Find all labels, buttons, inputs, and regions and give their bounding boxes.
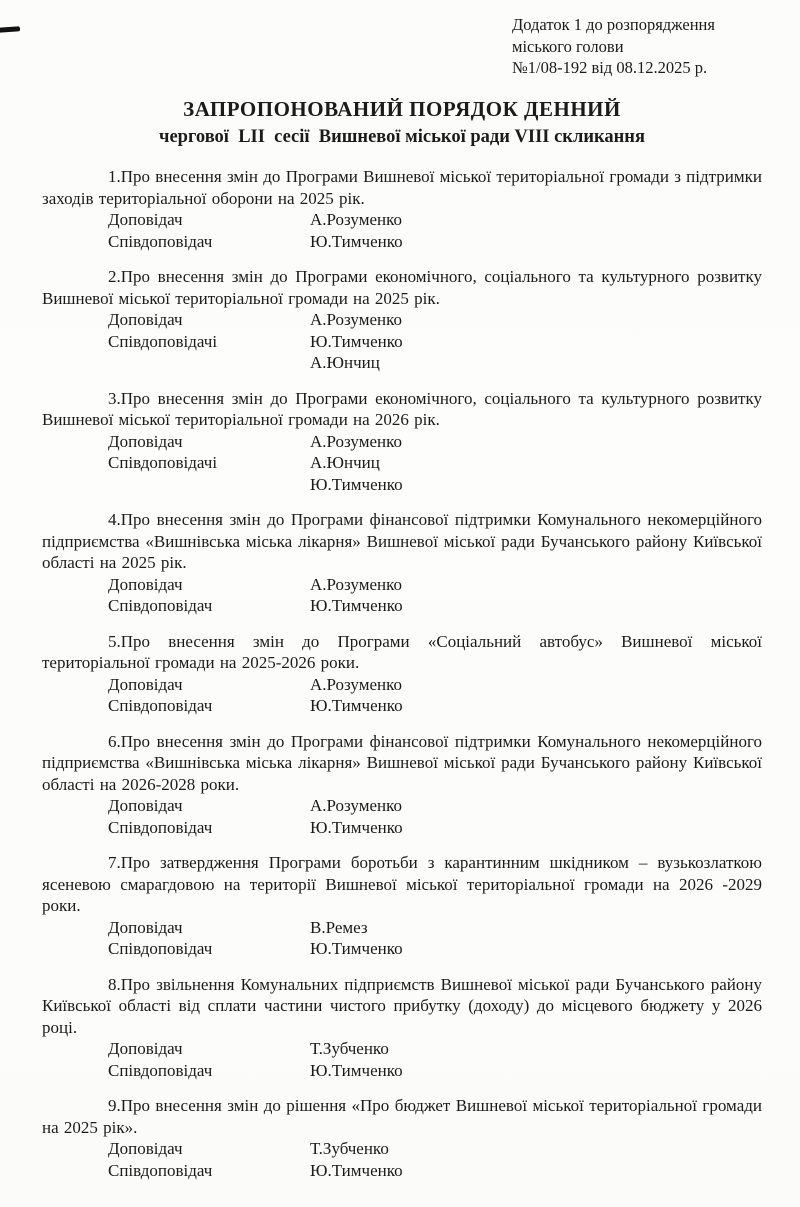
page-subtitle: чергової LII сесії Вишневої міської ради VIII скликання xyxy=(159,127,645,147)
role-label: Доповідач xyxy=(108,674,183,694)
role-row xyxy=(42,331,762,353)
speaker-name: Т.Зубченко xyxy=(310,1039,389,1058)
speaker-name: А.Розуменко xyxy=(310,574,402,594)
agenda-item-text: 7.Про затвердження Програми боротьби з карантинним шкідником – вузькозлаткою ясеневою смарагдовою на території Вишневої міської територіальної громади на 2026 -2029 роки. xyxy=(42,853,762,915)
role-label: Доповідач xyxy=(108,1039,183,1058)
speaker-name: Ю.Тимченко xyxy=(310,939,403,958)
agenda-item-roles xyxy=(42,1038,762,1081)
agenda-item xyxy=(42,388,762,496)
role-row xyxy=(42,474,762,496)
agenda-item xyxy=(42,266,762,374)
speaker-name: Ю.Тимченко xyxy=(310,231,403,251)
role-row xyxy=(42,1060,762,1082)
agenda-item-text: 3.Про внесення змін до Програми економічного, соціального та культурного розвитку Вишневої міської територіальної громади на 2026 рік. xyxy=(42,388,762,429)
speaker-name: А.Юнчиц xyxy=(310,353,380,372)
agenda-item-roles xyxy=(42,917,762,960)
role-label: Доповідач xyxy=(108,431,183,451)
speaker-name: Ю.Тимченко xyxy=(310,1060,403,1080)
role-label xyxy=(42,352,310,374)
speaker-name: А.Розуменко xyxy=(310,674,402,694)
role-row xyxy=(42,309,762,331)
agenda-item-text: 1.Про внесення змін до Програми Вишневої міської територіальної громади з підтримки заходів територіальної оборони на 2025 рік. xyxy=(42,167,762,208)
speaker-name: Ю.Тимченко xyxy=(310,331,403,351)
speaker-name: Ю.Тимченко xyxy=(310,817,403,837)
role-label: Співдоповідач xyxy=(108,817,213,837)
role-label: Доповідач xyxy=(108,1139,183,1158)
speaker-name: В.Ремез xyxy=(310,917,368,937)
role-label: Доповідач xyxy=(108,574,183,594)
reference-line-1: Додаток 1 до розпорядження xyxy=(512,15,715,34)
agenda-item-text: 2.Про внесення змін до Програми економічного, соціального та культурного розвитку Вишневої міської територіальної громади на 2025 рік. xyxy=(42,267,762,308)
agenda-item-roles xyxy=(42,209,762,252)
speaker-name: А.Розуменко xyxy=(310,310,402,329)
agenda-item xyxy=(42,852,762,960)
role-label: Доповідач xyxy=(108,917,183,937)
agenda-item-text: 5.Про внесення змін до Програми «Соціальний автобус» Вишневої міської територіальної громади на 2025-2026 роки. xyxy=(42,631,762,672)
role-row xyxy=(42,1160,762,1182)
agenda-item-roles xyxy=(42,574,762,617)
page-title: ЗАПРОПОНОВАНИЙ ПОРЯДОК ДЕННИЙ xyxy=(183,97,621,121)
role-label: Співдоповідач xyxy=(108,231,213,251)
role-row xyxy=(42,795,762,817)
role-label: Співдоповідач xyxy=(108,596,213,615)
speaker-name: А.Розуменко xyxy=(310,431,402,451)
agenda-item xyxy=(42,731,762,839)
role-label: Співдоповідач xyxy=(108,696,213,715)
role-row xyxy=(42,574,762,596)
role-row xyxy=(42,674,762,696)
role-label: Доповідач xyxy=(108,796,183,815)
role-row xyxy=(42,452,762,474)
agenda-item-text: 6.Про внесення змін до Програми фінансової підтримки Комунального некомерційного підприємства «Вишнівська міська лікарня» Вишневої міської ради Бучанського району Київської області на 2026-2028 роки. xyxy=(42,731,762,794)
agenda-item xyxy=(42,509,762,617)
agenda-item xyxy=(42,631,762,717)
scan-artifact-mark xyxy=(0,26,20,33)
agenda-item-roles xyxy=(42,795,762,838)
agenda-item-roles xyxy=(42,1138,762,1181)
agenda-item xyxy=(42,974,762,1082)
speaker-name: А.Розуменко xyxy=(310,796,402,815)
speaker-name: Ю.Тимченко xyxy=(310,1160,403,1180)
role-row xyxy=(42,1038,762,1060)
speaker-name: Т.Зубченко xyxy=(310,1139,389,1158)
role-row xyxy=(42,231,762,253)
speaker-name: Ю.Тимченко xyxy=(310,696,403,715)
agenda-list xyxy=(42,166,762,1181)
role-row xyxy=(42,917,762,939)
reference-line-3: №1/08-192 від 08.12.2025 р. xyxy=(512,58,708,77)
role-label: Співдоповідач xyxy=(108,939,213,958)
role-label xyxy=(42,474,310,496)
agenda-item xyxy=(42,1095,762,1181)
role-label: Співдоповідач xyxy=(108,1060,213,1080)
agenda-item-text: 4.Про внесення змін до Програми фінансової підтримки Комунального некомерційного підприємства «Вишнівська міська лікарня» Вишневої міської ради Бучанського району Київської області на 2025 рік. xyxy=(42,510,762,572)
document-body xyxy=(42,0,762,1195)
reference-line-2: міського голови xyxy=(512,36,624,56)
role-label: Співдоповідач xyxy=(108,1160,213,1180)
role-row xyxy=(42,209,762,231)
agenda-item-text: 8.Про звільнення Комунальних підприємств Вишневої міської ради Бучанського району Київської області від сплати частини чистого прибутку (доходу) до місцевого бюджету у 2026 році. xyxy=(42,974,762,1037)
role-label: Доповідач xyxy=(108,210,183,229)
role-label: Співдоповідачі xyxy=(108,331,218,351)
role-row xyxy=(42,938,762,960)
speaker-name: А.Розуменко xyxy=(310,210,402,229)
agenda-item xyxy=(42,166,762,252)
agenda-item-roles xyxy=(42,431,762,496)
agenda-item-text: 9.Про внесення змін до рішення «Про бюджет Вишневої міської територіальної громади на 2025 рік». xyxy=(42,1096,762,1137)
role-row xyxy=(42,431,762,453)
role-row xyxy=(42,695,762,717)
speaker-name: Ю.Тимченко xyxy=(310,596,403,615)
role-label: Доповідач xyxy=(108,310,183,329)
agenda-item-roles xyxy=(42,309,762,374)
role-row xyxy=(42,595,762,617)
speaker-name: А.Юнчиц xyxy=(310,453,380,472)
role-row xyxy=(42,1138,762,1160)
role-row xyxy=(42,352,762,374)
agenda-item-roles xyxy=(42,674,762,717)
speaker-name: Ю.Тимченко xyxy=(310,474,403,494)
role-label: Співдоповідачі xyxy=(108,453,218,472)
role-row xyxy=(42,817,762,839)
